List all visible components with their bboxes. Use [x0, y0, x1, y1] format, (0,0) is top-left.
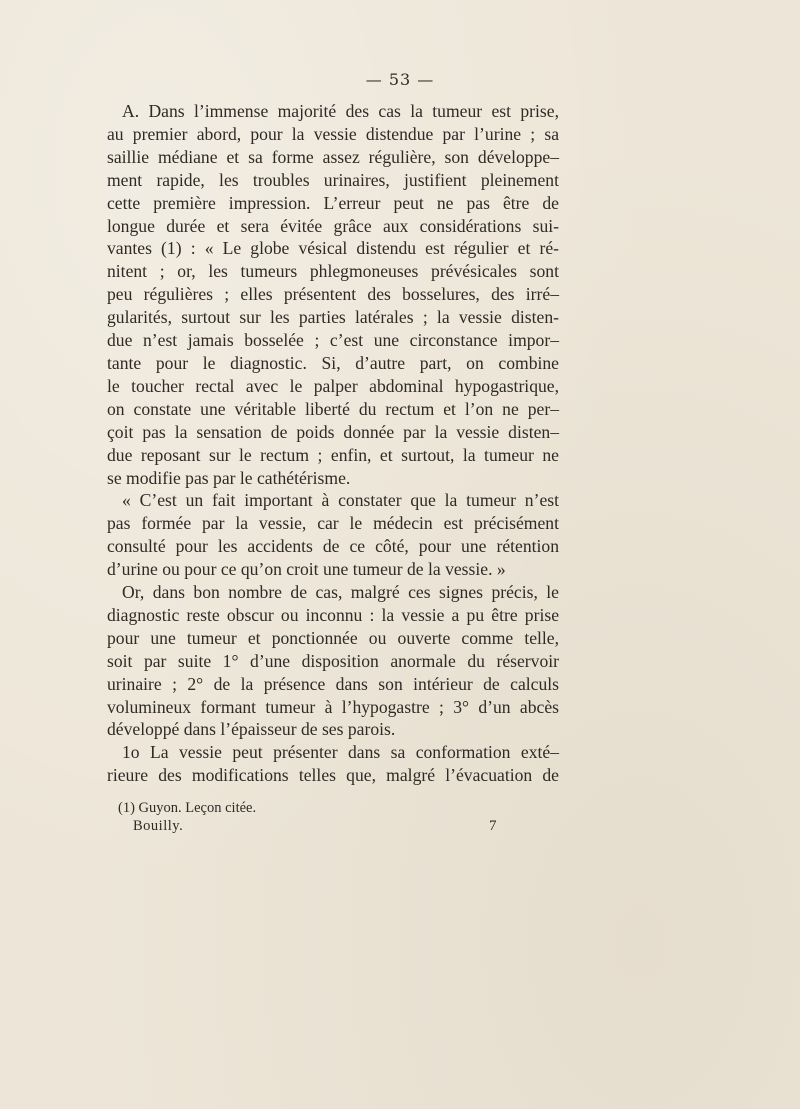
- text-line: 1o La vessie peut présenter dans sa conformation exté–: [122, 742, 559, 763]
- text-line: développé dans l’épaisseur de ses parois.: [107, 719, 396, 740]
- text-line: peu régulières ; elles présentent des bosselures, des irré–: [107, 284, 559, 305]
- text-line: ment rapide, les troubles urinaires, justifient pleinement: [107, 169, 559, 190]
- page-number: — 53 —: [365, 70, 435, 89]
- footnote: (1) Guyon. Leçon citée.: [118, 800, 257, 816]
- text-line: çoit pas la sensation de poids donnée par la vessie disten–: [107, 421, 559, 442]
- text-line: « C’est un fait important à constater que la tumeur n’est: [122, 490, 559, 511]
- text-line: gularités, surtout sur les parties latérales ; la vessie disten-: [107, 307, 559, 328]
- text-line: pas formée par la vessie, car le médecin est précisément: [107, 513, 559, 534]
- text-line: rieure des modifications telles que, malgré l’évacuation de: [107, 765, 559, 786]
- text-line: pour une tumeur et ponctionnée ou ouverte comme telle,: [107, 627, 559, 648]
- text-line: cette première impression. L’erreur peut ne pas être de: [107, 192, 559, 213]
- text-line: A. Dans l’immense majorité des cas la tumeur est prise,: [122, 101, 559, 121]
- text-line: on constate une véritable liberté du rectum et l’on ne per–: [107, 398, 559, 419]
- text-line: d’urine ou pour ce qu’on croit une tumeur de la vessie. »: [107, 559, 506, 580]
- footer-author: Bouilly.: [133, 818, 184, 834]
- text-line: soit par suite 1° d’une disposition anormale du réservoir: [107, 650, 559, 671]
- text-line: le toucher rectal avec le palper abdominal hypogastrique,: [107, 375, 559, 396]
- text-line: vantes (1) : « Le globe vésical distendu est régulier et ré-: [107, 238, 559, 259]
- text-line: saillie médiane et sa forme assez régulière, son développe–: [107, 146, 559, 167]
- text-line: due reposant sur le rectum ; enfin, et surtout, la tumeur ne: [107, 444, 559, 465]
- text-line: Or, dans bon nombre de cas, malgré ces signes précis, le: [122, 582, 559, 603]
- body-text: [107, 100, 559, 787]
- text-line: longue durée et sera évitée grâce aux considérations sui-: [107, 215, 559, 236]
- text-line: nitent ; or, les tumeurs phlegmoneuses prévésicales sont: [107, 261, 559, 282]
- sheet-signature: 7: [489, 818, 497, 834]
- text-line: urinaire ; 2° de la présence dans son intérieur de calculs: [107, 673, 559, 694]
- text-line: se modifie pas par le cathétérisme.: [107, 467, 351, 488]
- text-line: tante pour le diagnostic. Si, d’autre part, on combine: [107, 352, 559, 373]
- text-line: diagnostic reste obscur ou inconnu : la vessie a pu être prise: [107, 604, 559, 625]
- text-line: volumineux formant tumeur à l’hypogastre ; 3° d’un abcès: [107, 696, 559, 717]
- text-line: consulté pour les accidents de ce côté, pour une rétention: [107, 536, 559, 557]
- text-line: due n’est jamais bosselée ; c’est une circonstance impor–: [107, 330, 559, 351]
- text-line: au premier abord, pour la vessie distendue par l’urine ; sa: [107, 123, 559, 144]
